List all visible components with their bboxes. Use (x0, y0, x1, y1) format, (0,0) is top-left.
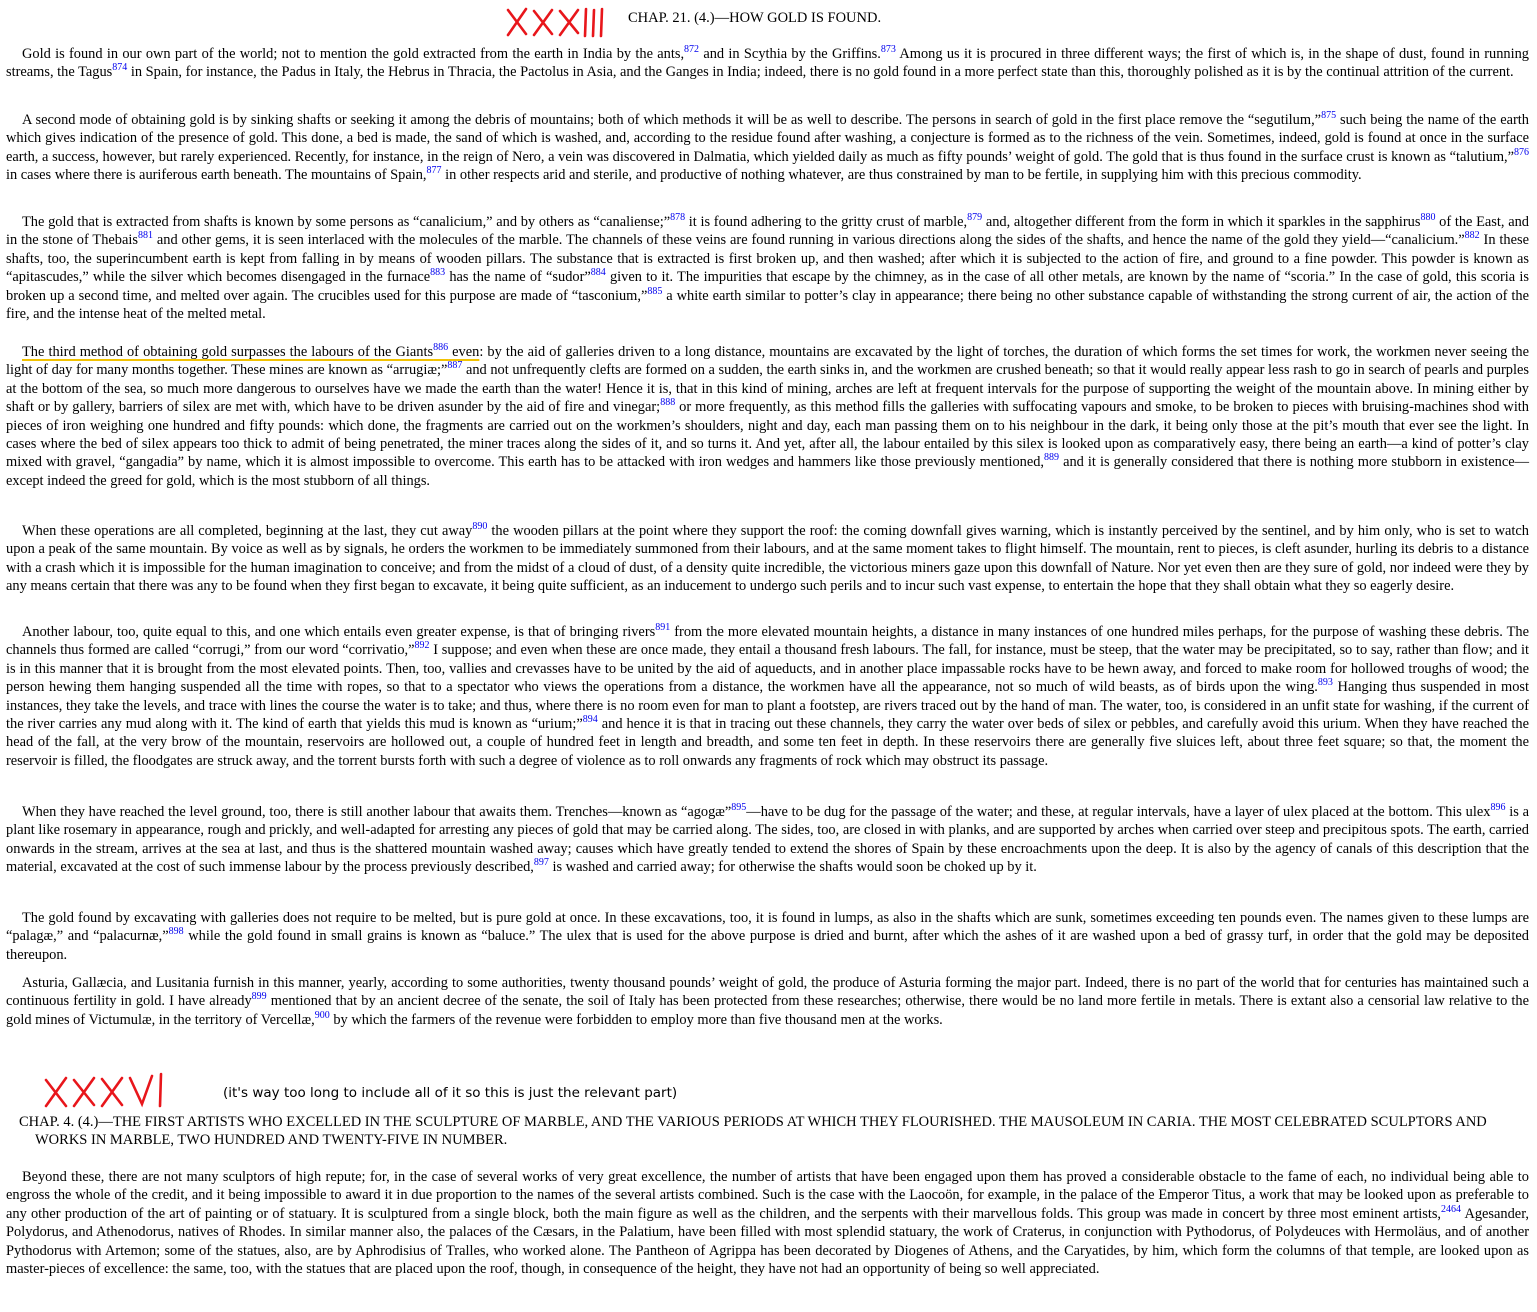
paragraph: The third method of obtaining gold surpasses the labours of the Giants$^{886}$ even: by the aid of galleries driven to a long distance, mountains are excavated by the light of torches, the duration of which forms the set times for work, the workmen never seeing the light of day for many months together. These mines are known as “arrugiæ;”$^{887}$ and not unfrequently clefts are formed on a sudden, the earth sinks in, and the workmen are crushed beneath; so that it would really appear less rash to go in search of pearls and purples at the bottom of the sea, so much more dangerous to ourselves have we made the earth than the water! Hence it is, that in this kind of mining, arches are left at frequent intervals for the purpose of supporting the weight of the mountain above. In mining either by shaft or by gallery, barriers of silex are met with, which have to be driven asunder by the aid of fire and vinegar;$^{888}$ or more frequently, as this method fills the galleries with suffocating vapours and smoke, to be broken to pieces with bruising-machines shod with pieces of iron weighing one hundred and fifty pounds: which done, the fragments are carried out on the workmen’s shoulders, night and day, each man passing them on to his neighbour in the dark, it being only those at the pit’s mouth that ever see the light. In cases where the bed of silex appears too thick to admit of being penetrated, the miner traces along the sides of it, and so turns it. And yet, after all, the labour entailed by this silex is looked upon as comparatively easy, there being an earth—a kind of potter’s clay mixed with gravel, “gangadia” by name, which it is almost impossible to overcome. This earth has to be attacked with iron wedges and hammers like those previously mentioned,$^{889}$ and it is generally considered that there is nothing more stubborn in existence—except indeed the greed for gold, which is the most stubborn of all things. (6, 342, 1530, 489)
footnote-link[interactable]: 884 (590, 267, 606, 279)
footnote-link[interactable]: 873 (880, 44, 896, 56)
footnote-link[interactable]: 900 (314, 1010, 330, 1022)
handwritten-roman-numeral-xxxiii (500, 2, 605, 40)
footnote-link[interactable]: 875 (1321, 110, 1337, 122)
footnote-link[interactable]: 890 (472, 521, 488, 533)
footnote-link[interactable]: 899 (251, 991, 267, 1003)
highlighted-text: even (448, 344, 480, 360)
footnote-link[interactable]: 877 (426, 165, 442, 177)
paragraph: The gold found by excavating with galleries does not require to be melted, but is pure gold at once. In these excavations, too, it is found in lumps, as also in the shafts which are sunk, sometimes exceeding ten pounds even. The names given to these lumps are “palagæ,” and “palacurnæ,”$^{898}$ while the gold found in small grains is known as “baluce.” The ulex that is used for the above purpose is dried and burnt, after which the ashes of it are washed upon a bed of grassy turf, in order that the gold may be deposited thereupon. (6, 910, 1529, 963)
footnote-link[interactable]: 882 (1464, 230, 1480, 242)
highlighted-text: The third method of obtaining gold surpasses the labours of the Giants (22, 344, 434, 360)
footnote-link[interactable]: 879 (967, 212, 983, 224)
footnote-link[interactable]: 891 (655, 622, 671, 634)
footnote-link[interactable]: 892 (414, 640, 430, 652)
footnote-link[interactable]: 895 (731, 802, 747, 814)
paragraph: Beyond these, there are not many sculptors of high repute; for, in the case of several works of very great excellence, the number of artists that have been engaged upon them has proved a considerable obstacle to the fame of each, no individual being able to engross the whole of the credit, and it being impossible to award it in due proportion to the names of the several artists combined. Such is the case with the Laocoön, for example, in the palace of the Emperor Titus, a work that may be looked upon as preferable to any other production of the art of painting or of statuary. It is sculptured from a single block, both the main figure as well as the children, and the serpents with their marvellous folds. This group was made in concert by three most eminent artists,$^{2464}$ Agesander, Polydorus, and Athenodorus, natives of Rhodes. In similar manner also, the palaces of the Cæsars, in the Palatium, have been filled with most splendid statuary, the work of Craterus, in conjunction with Pythodorus, of Polydeuces with Hermoläus, and of another Pythodorus with Artemon; some of the statues, also, are by Aphrodisius of Tralles, who worked alone. The Pantheon of Agrippa has been decorated by Diogenes of Athens, and the Caryatides, by him, which form the columns of that temple, are looked upon as master-pieces of excellence: the same, too, with the statues that are placed upon the roof, though, in consequence of the height, they have not had an opportunity of being so well appreciated. (6, 1169, 1530, 1278)
footnote-link[interactable]: 889 (1044, 452, 1060, 464)
footnote-link[interactable]: 880 (1420, 212, 1436, 224)
underlined-passage (22, 344, 479, 360)
paragraph: The gold that is extracted from shafts is known by some persons as “canalicium,” and by others as “canaliense;”$^{878}$ it is found adhering to the gritty crust of marble,$^{879}$ and, altogether different from the form in which it sparkles in the sapphirus$^{880}$ of the East, and in the stone of Thebais$^{881}$ and other gems, it is seen interlaced with the molecules of the marble. The channels of these veins are found running in various directions along the sides of the shafts, and hence the name of the gold they yield—“canalicium.”$^{882}$ In these shafts, too, the superincumbent earth is kept from falling in by means of wooden pillars. The substance that is extracted is first broken up, and then washed; after which it is subjected to the action of fire, and ground to a fine powder. This powder is known as “apitascudes,” while the silver which becomes disengaged in the furnace$^{883}$ has the name of “sudor”$^{884}$ given to it. The impurities that escape by the chimney, as in the case of all other metals, are known by the name of “scoria.” In the case of gold, this scoria is broken up a second time, and melted over again. The crucibles used for this purpose are made of “tasconium,”$^{885}$ a white earth similar to potter’s clay in appearance; there being no other substance capable of withstanding the strong current of air, the action of the fire, and the intense heat of the melted metal. (6, 212, 1529, 323)
footnote-link[interactable]: 885 (647, 285, 663, 297)
footnote-link[interactable]: 888 (660, 397, 676, 409)
footnote-link[interactable]: 887 (447, 360, 463, 372)
footnote-link[interactable]: 894 (582, 714, 598, 726)
paragraph: When these operations are all completed, beginning at the last, they cut away$^{890}$ the wooden pillars at the point where they support the roof: the coming downfall gives warning, which is instantly perceived by the sentinel, and by him only, who is set to watch upon a peak of the same mountain. By voice as well as by signals, he orders the workmen to be immediately summoned from their labours, and at the same moment takes to flight himself. The mountain, rent to pieces, is cleft asunder, hurling its debris to a distance with a crash which it is impossible for the human imagination to conceive; and from the midst of a cloud of dust, of a density quite incredible, the victorious miners gaze upon this downfall of Nature. Nor yet even then are they sure of gold, nor indeed were they by any means certain that there was any to be found when they first began to excavate, it being quite sufficient, as an inducement to undergo such perils and to incur such vast expense, to entertain the hope that they shall obtain what they so eagerly desire. (6, 521, 1529, 595)
editor-note: (it's way too long to include all of it so this is just the relevant part) (223, 1085, 678, 1101)
chapter-heading: CHAP. 21. (4.)—HOW GOLD IS FOUND. (628, 10, 882, 26)
footnote-link[interactable]: 2464 (1441, 1204, 1462, 1216)
paragraph: Gold is found in our own part of the world; not to mention the gold extracted from the earth in India by the ants,$^{872}$ and in Scythia by the Griffins.$^{873}$ Among us it is procured in three different ways; the first of which is, in the shape of dust, found in running streams, the Tagus$^{874}$ in Spain, for instance, the Padus in Italy, the Hebrus in Thracia, the Pactolus in Asia, and the Ganges in India; indeed, there is no gold found in a more perfect state than this, thoroughly polished as it is by the continual attrition of the current. (6, 44, 1530, 81)
footnote-link[interactable]: 886 (433, 342, 449, 354)
footnote-link[interactable]: 893 (1317, 677, 1333, 689)
footnote-link[interactable]: 878 (670, 212, 686, 224)
paragraph: Another labour, too, quite equal to this, and one which entails even greater expense, is that of bringing rivers$^{891}$ from the more elevated mountain heights, a distance in many instances of one hundred miles perhaps, for the purpose of washing these debris. The channels thus formed are called “corrugi,” from our word “corrivatio,”$^{892}$ I suppose; and even when these are once made, they entail a thousand fresh labours. The fall, for instance, must be steep, that the water may be precipitated, so to say, rather than flow; and it is in this manner that it is brought from the most elevated points. Then, too, vallies and crevasses have to be united by the aid of aqueducts, and in another place impassable rocks have to be hewn away, and forced to make room for hollowed troughs of wood; the person hewing them hanging suspended all the time with ropes, so that to a spectator who views the operations from a distance, the workmen have all the appearance, not so much of wild beasts, as of birds upon the wing.$^{893}$ Hanging thus suspended in most instances, they take the levels, and trace with lines the course the water is to take; and thus, where there is no room even for man to plant a footstep, are rivers traced out by the hand of man. The water, too, is considered in an unfit state for washing, if the current of the river carries any mud along with it. The kind of earth that yields this mud is known as “urium;”$^{894}$ and hence it is that in tracing out these channels, they carry the water over beds of silex or pebbles, and carefully avoid this urium. When they have reached the head of the fall, at the very brow of the mountain, reservoirs are hollowed out, a couple of hundred feet in length and breadth, and some ten feet in depth. In these reservoirs there are generally five sluices left, about three feet square; so that, the moment the reservoir is filled, the floodgates are struck away, and the torrent bursts forth with such a degree of violence as to roll onwards any fragments of rock which may obstruct its passage. (6, 622, 1530, 769)
paragraph: When they have reached the level ground, too, there is still another labour that awaits them. Trenches—known as “agogæ”$^{895}$—have to be dug for the passage of the water; and these, at regular intervals, have a layer of ulex placed at the bottom. This ulex$^{896}$ is a plant like rosemary in appearance, rough and prickly, and well-adapted for arresting any pieces of gold that may be carried along. The sides, too, are closed in with planks, and are supported by arches when carried over steep and precipitous spots. The earth, carried onwards in the stream, arrives at the sea at last, and thus is the shattered mountain washed away; causes which have greatly tended to extend the shores of Spain by these encroachments upon the deep. It is also by the agency of canals of this description that the material, excavated at the cost of such immense labour by the process previously described,$^{897}$ is washed and carried away; for otherwise the shafts would soon be choked up by it. (6, 802, 1530, 876)
footnote-link[interactable]: 896 (1490, 802, 1506, 814)
footnote-link[interactable]: 897 (533, 857, 549, 869)
footnote-link[interactable]: 881 (137, 230, 153, 242)
paragraph: Asturia, Gallæcia, and Lusitania furnish in this manner, yearly, according to some authorities, twenty thousand pounds’ weight of gold, the produce of Asturia forming the major part. Indeed, there is no part of the world that for centuries has maintained such a continuous fertility in gold. I have already$^{899}$ mentioned that by an ancient decree of the senate, the soil of Italy has been protected from these researches; otherwise, there would be no land more fertile in metals. There is extant also a censorial law relative to the gold mines of Victumulæ, in the territory of Vercellæ,$^{900}$ by which the farmers of the revenue were forbidden to employ more than five thousand men at the works. (6, 975, 1529, 1028)
footnote-link[interactable]: 876 (1514, 147, 1529, 159)
footnote-link[interactable]: 898 (168, 926, 184, 938)
handwritten-roman-numeral-xxxvi (42, 1068, 168, 1110)
footnote-link[interactable]: 883 (430, 267, 446, 279)
footnote-link[interactable]: 872 (684, 44, 700, 56)
paragraph: A second mode of obtaining gold is by sinking shafts or seeking it among the debris of mountains; both of which methods it will be as well to describe. The persons in search of gold in the first place remove the “segutilum,”$^{875}$ such being the name of the earth which gives indication of the presence of gold. This done, a bed is made, the sand of which is washed, and, according to the residue found after washing, a conjecture is formed as to the richness of the vein. Sometimes, indeed, gold is found at once in the surface earth, a success, however, but rarely experienced. Recently, for instance, in the reign of Nero, a vein was discovered in Dalmatia, which yielded daily as much as fifty pounds’ weight of gold. The gold that is thus found in the surface crust is known as “talutium,”$^{876}$ in cases where there is auriferous earth beneath. The mountains of Spain,$^{877}$ in other respects arid and sterile, and productive of nothing whatever, are thus constrained by man to be fertile, in supplying him with this precious commodity. (6, 110, 1529, 184)
footnote-link[interactable]: 874 (112, 62, 128, 74)
chapter-heading: CHAP. 4. (4.)—THE FIRST ARTISTS WHO EXCELLED IN THE SCULPTURE OF MARBLE, AND THE VARIOUS PERIODS AT WHICH THEY FLOURISHED. THE MAUSOLEUM IN CARIA. THE MOST CELEBRATED SCULPTORS AND WORKS IN MARBLE, TWO HUNDRED AND TWENTY-FIVE IN NUMBER. (19, 1114, 1487, 1148)
